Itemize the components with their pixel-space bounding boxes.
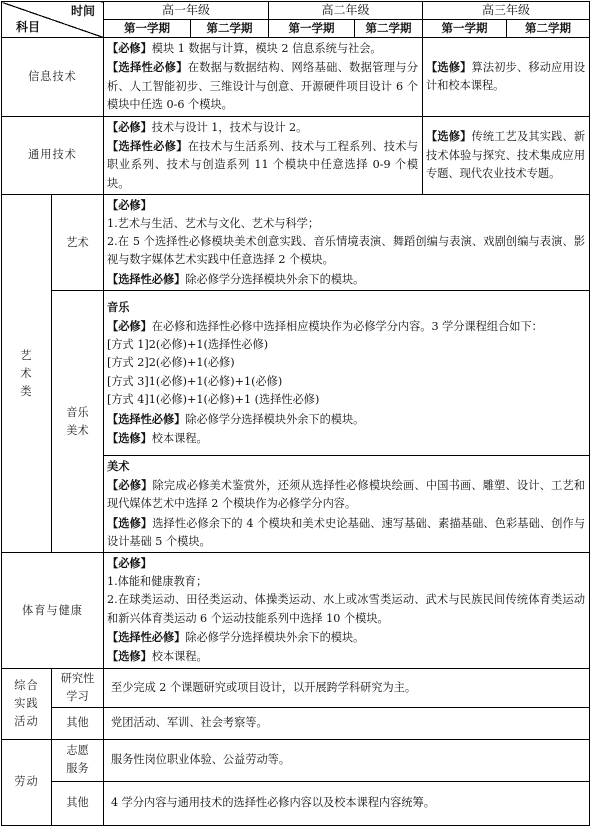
pe-line-1: 1.体能和健康教育； (107, 574, 208, 588)
art-content (104, 195, 590, 291)
subject-labor-other: 其他 (52, 781, 104, 825)
elective-text: 算法初步、移动应用设计和校本课程。 (426, 60, 586, 93)
grade-1-header: 高一年级 (104, 2, 269, 20)
subject-practice: 综合实践活动 (2, 668, 52, 739)
row-labor-other (2, 781, 590, 825)
grade-2-header: 高二年级 (269, 2, 423, 20)
selective-required-text: 在数据与数据结构、网络基础、数据管理与分析、人工智能初步、三维设计与创意、开源硬件项目设计 6 个模块中任选 0-6 个模块。 (107, 61, 419, 112)
art-line-2: 2.在 5 个选择性必修模块美术创意实践、音乐情境表演、舞蹈创编与表演、戏剧创编与表演、影视与数字媒体艺术实践中任意选择 2 个模块。 (107, 235, 586, 267)
curriculum-table (1, 1, 590, 826)
subject-practice-other: 其他 (52, 707, 104, 739)
info-tech-required-content (104, 38, 423, 117)
practice-other-content: 党团活动、军训、社会考察等。 (104, 707, 590, 739)
required-text: 除完成必修美术鉴赏外，还须从选择性必修模块绘画、中国书画、雕塑、设计、工艺和现代媒体艺术中选择 2 个模块作为必修学分内容。 (107, 478, 586, 511)
elective-text: 校本课程。 (151, 432, 208, 445)
music-option-2: [方式 2]2(必修)+1(必修) (107, 356, 235, 370)
subject-pe: 体育与健康 (2, 553, 104, 668)
row-volunteer (2, 739, 590, 781)
music-option-4: [方式 4]1(必修)+1(必修)+1 (选择性必修) (107, 393, 320, 407)
music-title: 音乐 (107, 300, 130, 315)
selective-required-label: 【选择性必修】 (107, 60, 188, 75)
pe-content (104, 553, 590, 668)
row-practice-other (2, 707, 590, 739)
row-music (2, 291, 590, 456)
semester-header: 第二学期 (191, 20, 269, 38)
header-row-grades (2, 2, 590, 20)
required-text: 技术与设计 1，技术与设计 2。 (151, 120, 308, 134)
required-label: 【必修】 (107, 477, 153, 492)
time-label: 时间 (70, 4, 95, 18)
subject-labor: 劳动 (2, 739, 52, 825)
grade-3-header: 高三年级 (423, 2, 590, 20)
elective-label: 【选修】 (426, 59, 472, 74)
selective-required-text: 除必修学分选择模块外余下的模块。 (185, 630, 365, 644)
selective-required-text: 除必修学分选择模块外余下的模块。 (185, 272, 365, 286)
subject-art: 艺术 (52, 195, 104, 291)
subject-music-art: 音乐美术 (52, 291, 104, 553)
general-tech-elective-content (423, 116, 590, 195)
required-label: 【必修】 (107, 318, 152, 333)
selective-required-label: 【选择性必修】 (107, 411, 186, 426)
row-research (2, 668, 590, 707)
art-line-1: 1.艺术与生活、艺术与文化、艺术与科学； (107, 216, 320, 230)
subject-volunteer: 志愿服务 (52, 739, 104, 781)
subject-arts: 艺术类 (2, 195, 52, 553)
subject-research: 研究性学习 (52, 668, 104, 707)
music-option-1: [方式 1]2(必修)+1(选择性必修) (107, 337, 269, 351)
semester-header: 第一学期 (269, 20, 355, 38)
semester-header: 第一学期 (423, 20, 507, 38)
selective-required-label: 【选择性必修】 (107, 629, 186, 644)
elective-text: 选择性必修余下的 4 个模块和美术史论基础、速写基础、素描基础、色彩基础、创作与设计基础 5 个模块。 (107, 516, 586, 548)
elective-label: 【选修】 (426, 129, 472, 144)
volunteer-content: 服务性岗位职业体验、公益劳动等。 (104, 739, 590, 781)
row-art (2, 195, 590, 291)
header-corner-cell (2, 2, 104, 38)
semester-header: 第二学期 (355, 20, 423, 38)
subject-info-tech: 信息技术 (2, 38, 104, 117)
pe-line-2: 2.在球类运动、田径类运动、体操类运动、水上或冰雪类运动、武术与民族民间传统体育类运动和新兴体育类运动 6 个运动技能系列中选择 10 个模块。 (107, 593, 586, 625)
research-content: 至少完成 2 个课题研究或项目设计，以开展跨学科研究为主。 (104, 668, 590, 707)
semester-header: 第一学期 (104, 20, 191, 38)
elective-text: 传统工艺及其实践、新技术体验与探究、技术集成应用专题、现代农业技术专题。 (426, 130, 586, 181)
required-label: 【必修】 (107, 198, 152, 213)
required-label: 【必修】 (107, 41, 152, 55)
subject-label: 科目 (16, 19, 41, 34)
semester-header: 第二学期 (507, 20, 590, 38)
selective-required-label: 【选择性必修】 (107, 139, 188, 154)
selective-required-text: 除必修学分选择模块外余下的模块。 (185, 412, 365, 426)
general-tech-required-content (104, 116, 423, 195)
elective-text: 校本课程。 (151, 650, 208, 664)
required-label: 【必修】 (107, 119, 152, 134)
selective-required-label: 【选择性必修】 (107, 271, 186, 286)
music-option-3: [方式 3]1(必修)+1(必修)+1(必修) (107, 374, 283, 388)
subject-general-tech: 通用技术 (2, 116, 104, 195)
elective-label: 【选修】 (107, 649, 152, 664)
elective-label: 【选修】 (107, 515, 153, 530)
fine-art-title: 美术 (107, 459, 130, 474)
fine-art-content (104, 456, 590, 553)
required-label: 【必修】 (107, 556, 152, 571)
selective-required-text: 在技术与生活系列、技术与工程系列、技术与职业系列、技术与创造系列 11 个模块中任意选择 0-9 个模块。 (107, 140, 419, 190)
required-text: 在必修和选择性必修中选择相应模块作为必修学分内容。3 学分课程组合如下： (151, 319, 543, 333)
labor-other-content: 4 学分内容与通用技术的选择性必修内容以及校本课程内容统筹。 (104, 781, 590, 825)
info-tech-elective-content (423, 38, 590, 117)
curriculum-table-page (1, 1, 590, 811)
row-pe (2, 553, 590, 668)
elective-label: 【选修】 (107, 431, 152, 445)
row-info-tech (2, 38, 590, 117)
music-content (104, 291, 590, 456)
required-text: 模块 1 数据与计算，模块 2 信息系统与社会。 (151, 42, 382, 55)
row-general-tech (2, 116, 590, 195)
